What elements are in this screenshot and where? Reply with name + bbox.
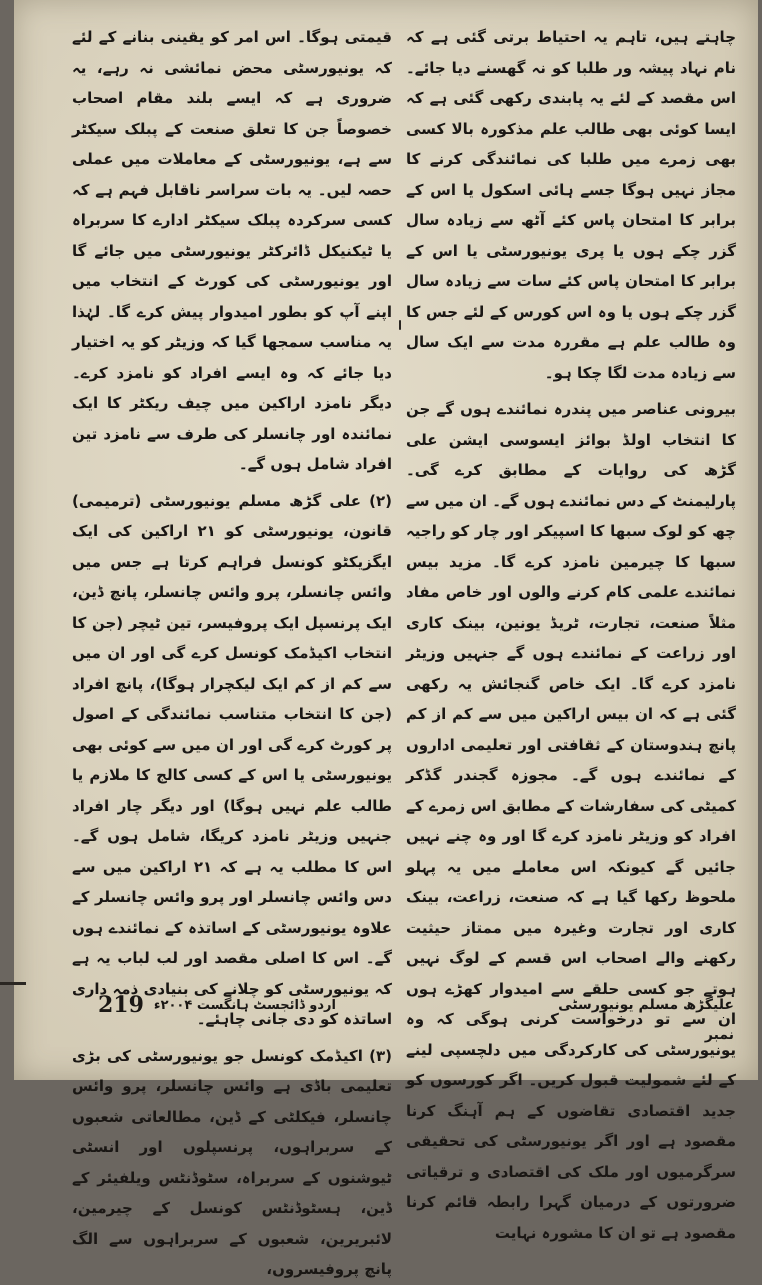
page-number: 219 — [97, 992, 144, 1018]
left-paragraph-3: (۳) اکیڈمک کونسل جو یونیورسٹی کی بڑی تعلیمی باڈی ہے وائس چانسلر، پرو وائس چانسلر، فیکلٹی کے ڈین، مطالعاتی شعبوں کے سربراہوں، پرنسپلوں اور انسٹی ٹیوشنوں کے سربراہ، سٹوڈنٹس ویلفیئر کے ڈین، ہسٹوڈنٹس کونسل کے چیرمین، لائبریرین، شعبوں کے سربراہوں سے الگ پانچ پروفیسروں، — [72, 1046, 392, 1278]
right-paragraph-1: چاہتے ہیں، تاہم یہ احتیاط برتی گئی ہے کہ نام نہاد پیشہ ور طلبا کو نہ گھسنے دیا جائے۔ اس مقصد کے لئے یہ پابندی رکھی گئی ہے کہ ایسا کوئی بھی طالب علم مذکورہ بالا کسی بھی زمرے میں طلبا کی نمائندگی کرنے کا مجاز نہیں ہوگا جسے ہائی اسکول یا اس کے برابر کا امتحان پاس کئے آٹھ سے زیادہ سال گزر چکے ہوں یا پری یونیورسٹی یا اس کے برابر کا امتحان پاس کئے سات سے زیادہ سال گزر چکے ہوں یا وہ اس کورس کے لئے جس کا وہ طالب علم ہے مقررہ مدت سے ایک سال سے زیادہ مدت لگا چکا ہو۔ — [406, 28, 736, 382]
page-edge-mark — [0, 982, 26, 985]
footer-publication-name: اردو ڈائجسٹ ہانگست ۲۰۰۴ء — [153, 997, 336, 1013]
left-paragraph-1: قیمتی ہوگا۔ اس امر کو یقینی بنانے کے لئے کہ یونیورسٹی محض نمائشی نہ رہے، یہ ضروری ہے کہ ایسے بلند مقام اصحاب خصوصاً جن کا تعلق صنعت کے پبلک سیکٹر سے ہے، یونیورسٹی کے معاملات میں عملی حصہ لیں۔ یہ بات سراسر ناقابل فہم ہے کہ کسی سرکردہ پبلک سیکٹر ادارے کا سربراہ یا ٹیکنیکل ڈائرکٹر یونیورسٹی میں جائے گا اور یونیورسٹی کی کورٹ کے انتخاب میں اپنے آپ کو بطور امیدوار پیش کرے گا۔ لہٰذا یہ مناسب سمجھا گیا کہ وزیٹر کو یہ اختیار دیا جائے کہ وہ ایسے افراد کو نامزد کرے۔ دیگر نامزد اراکین میں چیف ریکٹر کا ایک نمائندہ اور چانسلر کی طرف سے نامزد تین افراد شامل ہوں گے۔ — [72, 28, 392, 473]
column-divider-mark — [399, 320, 401, 330]
left-paragraph-2: (۲) علی گڑھ مسلم یونیورسٹی (ترمیمی) قانون، یونیورسٹی کو ۲۱ اراکین کی ایک ایگزیکٹو کونسل فراہم کرتا ہے جس میں وائس چانسلر، پرو وائس چانسلر، پانچ ڈین، ایک پرنسپل ایک پروفیسر، تین ٹیچر (جن کا انتخاب اکیڈمک کونسل کرے گی اور ان میں سے کم از کم ایک لیکچرار ہوگا)، پانچ افراد (جن کا انتخاب متناسب نمائندگی کے اصول پر کورٹ کرے گی اور ان میں سے کوئی بھی یونیورسٹی یا اس کے کسی کالج کا ملازم یا طالب علم نہیں ہوگا) اور دیگر چار افراد جنہیں وزیٹر نامزد کریگا، شامل ہوں گے۔ اس کا مطلب یہ ہے کہ ۲۱ اراکین میں سے دس وائس چانسلر اور پرو وائس چانسلر کے علاوہ یونیورسٹی کے اساتذہ کے نمائندے ہوں گے۔ اس کا اصلی مقصد اور لب لباب یہ ہے کہ یونیورسٹی کو چلانے کی بنیادی ذمہ داری اساتذہ کو دی جانی چاہئے۔ — [72, 491, 393, 1028]
magazine-page — [14, 0, 758, 1278]
footer-issue-title: علیگڑھ مسلم یونیورسٹی نمبر — [558, 997, 734, 1043]
right-paragraph-2: بیرونی عناصر میں پندرہ نمائندے ہوں گے جن کا انتخاب اولڈ بوائز ایسوسی ایشن علی گڑھ کی روایات کے مطابق کرے گی۔ پارلیمنٹ کے دس نمائندے ہوں گے۔ ان میں سے چھ کو لوک سبھا کا اسپیکر اور چار کو راجیہ سبھا کا چیرمین نامزد کرے گا۔ مزید بیس نمائندے علمی کام کرنے والوں اور خاص مفاد مثلاً صنعت، تجارت، ٹریڈ یونین، بینک کاری اور زراعت کے نمائندے ہوں گے جنہیں وزیٹر نامزد کرے گا۔ ایک خاص گنجائش یہ رکھی گئی ہے کہ ان بیس اراکین میں سے کم از کم پانچ ہندوستان کے ثقافتی اور تعلیمی اداروں کے نمائندے ہوں گے۔ مجوزہ گجندر گڈکر کمیٹی کی سفارشات کے مطابق اس زمرے کے افراد کو وزیٹر نامزد کرے گا اور وہ چنے نہیں جائیں گے کیونکہ اس معاملے میں یہ پہلو ملحوظ رکھا گیا ہے کہ صنعت، زراعت، بینک کاری اور تجارت وغیرہ میں ممتاز حیثیت رکھنے والے اصحاب اس قسم کے لوگ نہیں ہوتے جو کسی حلقے سے امیدوار کھڑے ہوں ان سے تو درخواست کرنی ہوگی کہ وہ یونیورسٹی کی کارکردگی میں دلچسپی لینے کے لئے شمولیت قبول کریں۔ اگر کورسوں کو جدید اقتصادی تقاضوں کے ہم آہنگ کرنا مقصود ہے اور اگر یونیورسٹی کی تحقیقی سرگرمیوں اور ملک کی اقتصادی و ترقیاتی ضرورتوں کے درمیان گہرا رابطہ قائم کرنا مقصود ہے تو ان کا مشورہ نہایت — [406, 400, 736, 1242]
footer-publication-info — [86, 990, 336, 1020]
